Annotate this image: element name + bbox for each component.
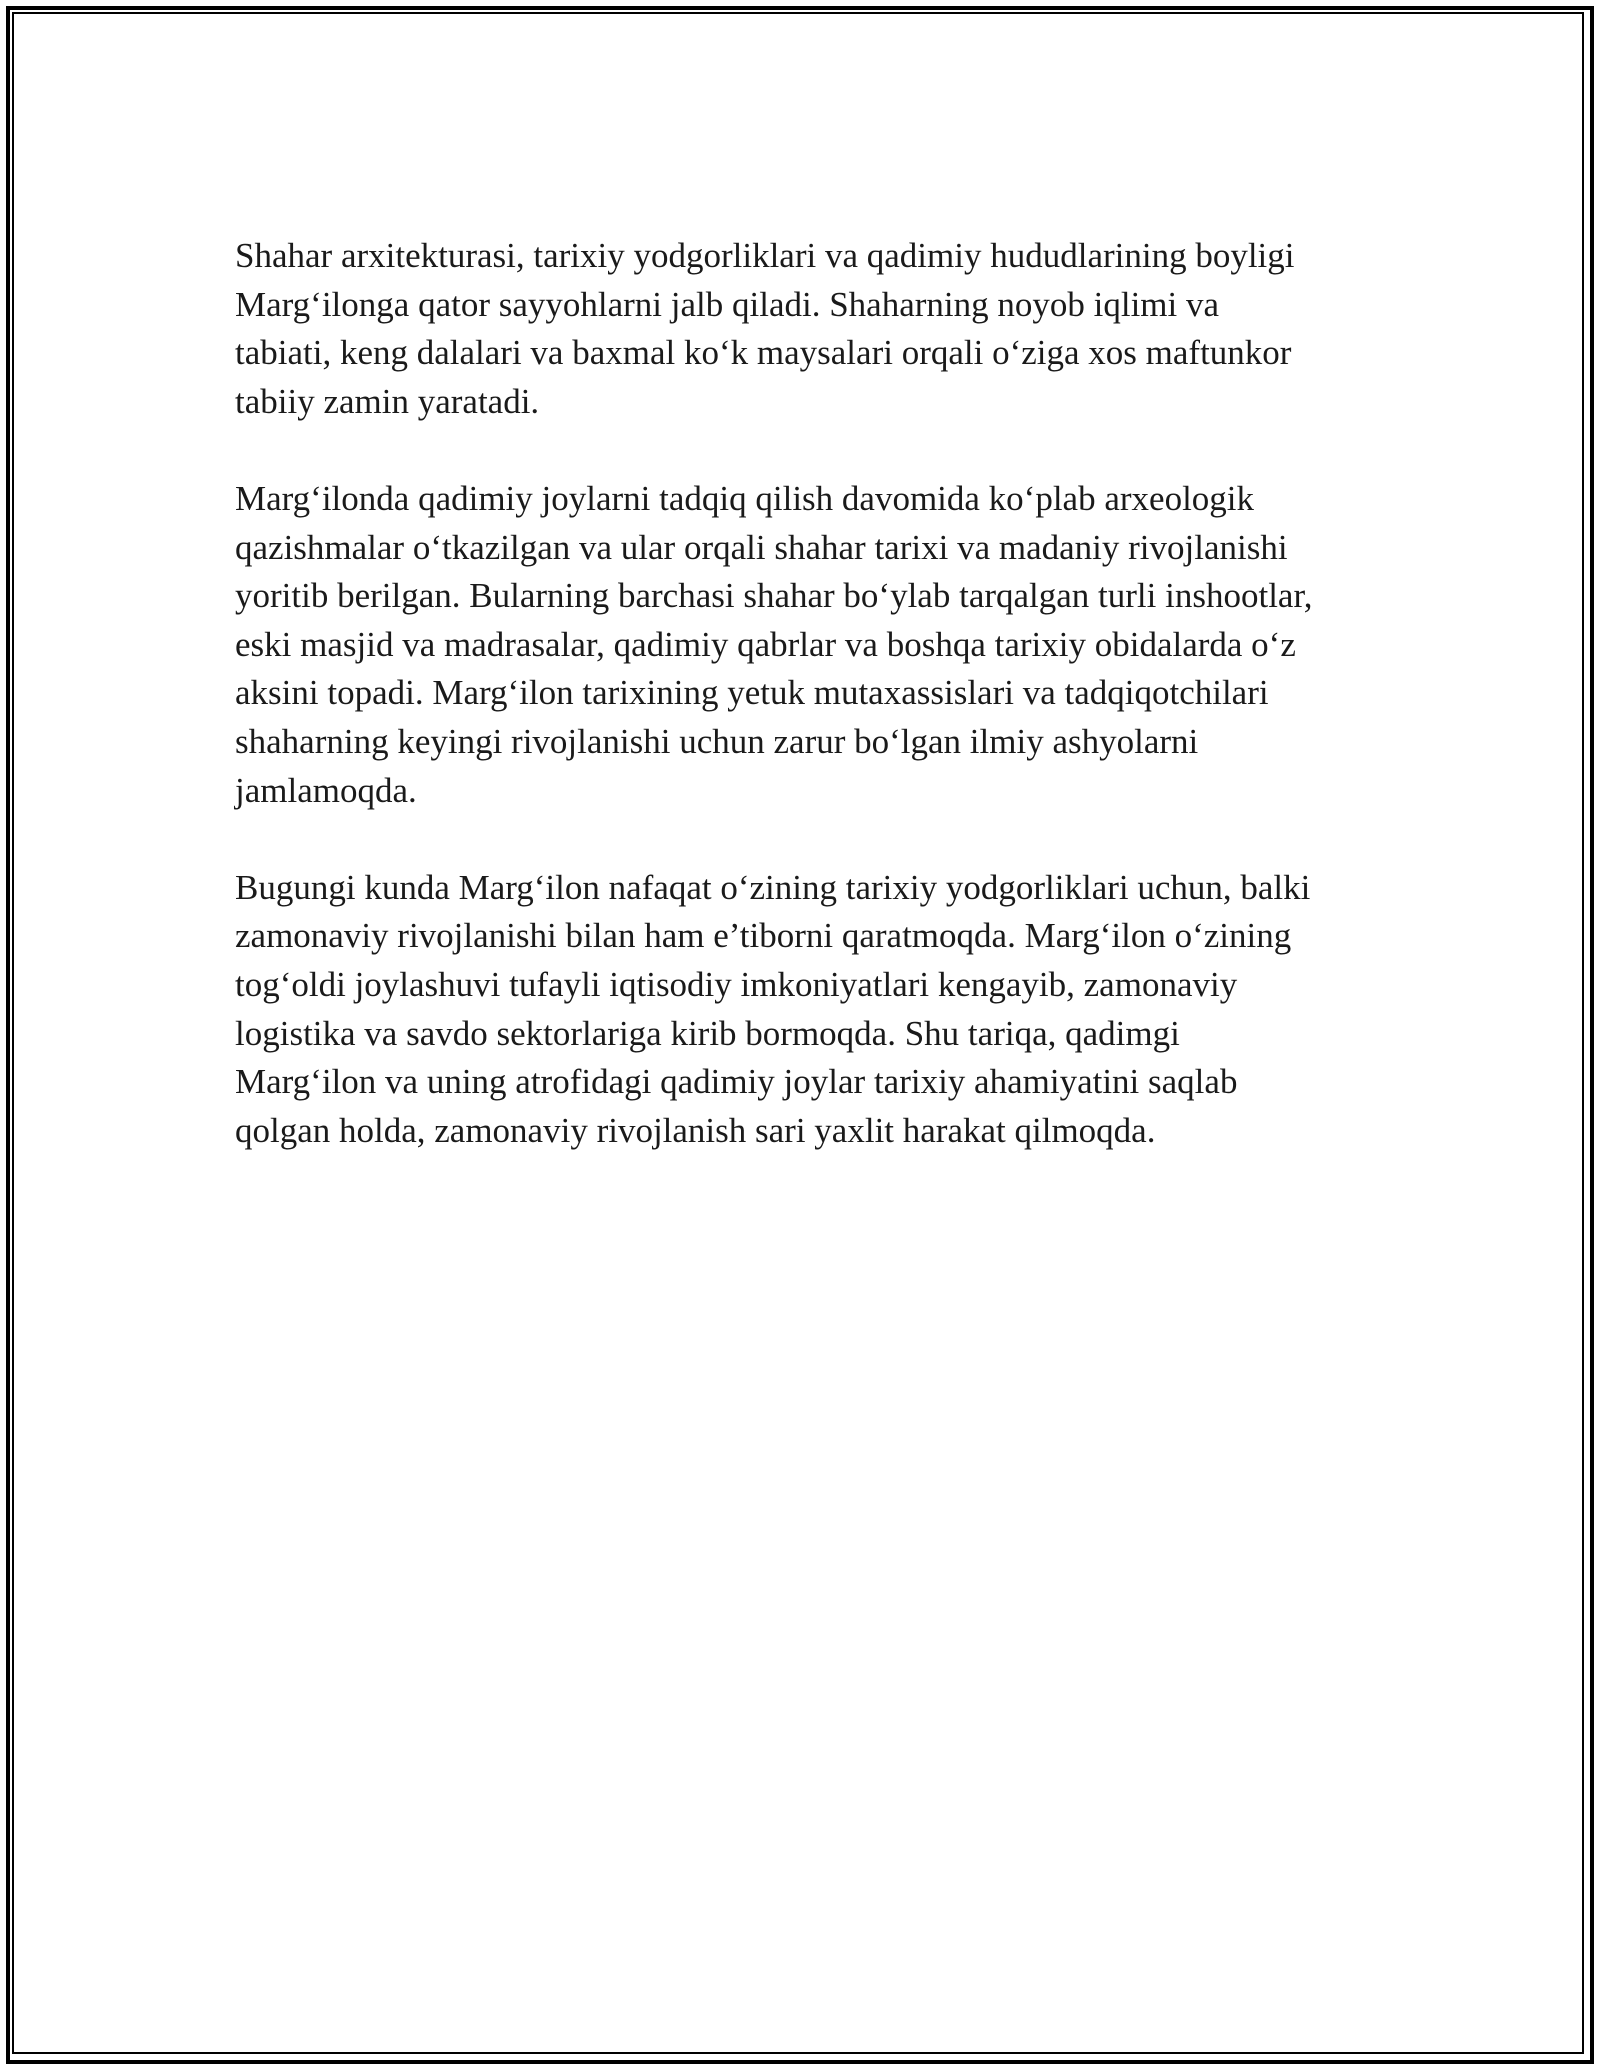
document-body <box>235 232 1375 1204</box>
paragraph-1: Shahar arxitekturasi, tarixiy yodgorliklari va qadimiy hududlarining boyligi Marg‘ilonga qator sayyohlarni jalb qiladi. Shaharning noyob iqlimi va tabiati, keng dalalari va baxmal ko‘k maysalari orqali o‘ziga xos maftunkor tabiiy zamin yaratadi. <box>235 236 1295 421</box>
paragraph-3: Bugungi kunda Marg‘ilon nafaqat o‘zining tarixiy yodgorliklari uchun, balki zamonaviy rivojlanishi bilan ham e’tiborni qaratmoqda. Marg‘ilon o‘zining tog‘oldi joylashuvi tufayli iqtisodiy imkoniyatlari kengayib, zamonaviy logistika va savdo sektorlariga kirib bormoqda. Shu tariqa, qadimgi Marg‘ilon va uning atrofidagi qadimiy joylar tarixiy ahamiyatini saqlab qolgan holda, zamonaviy rivojlanish sari yaxlit harakat qilmoqda. <box>235 867 1311 1150</box>
paragraph-2: Marg‘ilonda qadimiy joylarni tadqiq qilish davomida ko‘plab arxeologik qazishmalar o‘tkazilgan va ular orqali shahar tarixi va madaniy rivojlanishi yoritib berilgan. Bularning barchasi shahar bo‘ylab tarqalgan turli inshootlar, eski masjid va madrasalar, qadimiy qabrlar va boshqa tarixiy obidalarda o‘z aksini topadi. Marg‘ilon tarixining yetuk mutaxassislari va tadqiqotchilari shaharning keyingi rivojlanishi uchun zarur bo‘lgan ilmiy ashyolarni jamlamoqda. <box>235 478 1313 810</box>
